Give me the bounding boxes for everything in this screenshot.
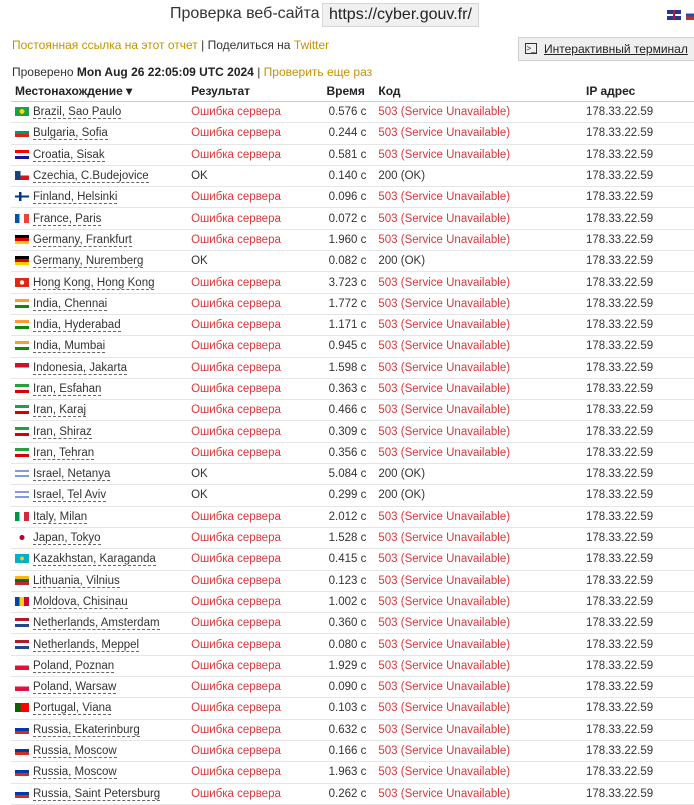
- time-cell: 1.772 с: [322, 293, 374, 314]
- result-cell: Ошибка сервера: [187, 634, 322, 655]
- france-flag-icon: [15, 214, 29, 223]
- table-row: [11, 336, 694, 357]
- result-cell: Ошибка сервера: [187, 378, 322, 399]
- germany-flag-icon: [15, 256, 29, 265]
- code-cell: 503 (Service Unavailable): [374, 102, 582, 123]
- code-cell: 503 (Service Unavailable): [374, 762, 582, 783]
- russia-flag-icon: [15, 746, 29, 755]
- time-cell: 0.090 с: [322, 677, 374, 698]
- time-cell: 0.244 с: [322, 123, 374, 144]
- code-cell: 503 (Service Unavailable): [374, 570, 582, 591]
- column-header-ip: IP адрес: [582, 81, 694, 102]
- result-cell: Ошибка сервера: [187, 187, 322, 208]
- result-cell: Ошибка сервера: [187, 293, 322, 314]
- share-links: [12, 38, 329, 52]
- ip-cell: 178.33.22.59: [582, 357, 694, 378]
- netherlands-flag-icon: [15, 640, 29, 649]
- result-cell: Ошибка сервера: [187, 549, 322, 570]
- ip-cell: 178.33.22.59: [582, 187, 694, 208]
- results-table-body: [11, 102, 694, 805]
- location-cell: [11, 762, 187, 783]
- ip-cell: 178.33.22.59: [582, 506, 694, 527]
- page-title: Проверка веб-сайта: [170, 5, 320, 22]
- israel-flag-icon: [15, 469, 29, 478]
- location-link[interactable]: Israel, Tel Aviv: [33, 489, 107, 502]
- moldova-flag-icon: [15, 597, 29, 606]
- location-link[interactable]: India, Hyderabad: [33, 319, 121, 332]
- result-cell: Ошибка сервера: [187, 314, 322, 335]
- column-header-location[interactable]: Местонахождение ▾: [11, 81, 187, 102]
- poland-flag-icon: [15, 682, 29, 691]
- table-row: [11, 719, 694, 740]
- time-cell: 0.363 с: [322, 378, 374, 399]
- code-cell: 503 (Service Unavailable): [374, 144, 582, 165]
- location-link[interactable]: Croatia, Sisak: [33, 148, 105, 161]
- location-cell: [11, 229, 187, 250]
- result-cell: OK: [187, 251, 322, 272]
- time-cell: 0.360 с: [322, 613, 374, 634]
- table-row: [11, 229, 694, 250]
- netherlands-flag-icon: [15, 618, 29, 627]
- location-cell: [11, 783, 187, 804]
- twitter-link[interactable]: Twitter: [293, 38, 330, 52]
- table-row: [11, 208, 694, 229]
- table-row: [11, 762, 694, 783]
- column-header-time: Время: [322, 81, 374, 102]
- result-cell: Ошибка сервера: [187, 208, 322, 229]
- indonesia-flag-icon: [15, 363, 29, 372]
- location-cell: [11, 698, 187, 719]
- location-link[interactable]: Iran, Esfahan: [33, 383, 102, 395]
- table-row: [11, 591, 694, 612]
- result-cell: Ошибка сервера: [187, 698, 322, 719]
- terminal-icon: >_: [526, 44, 536, 53]
- table-row: [11, 251, 694, 272]
- location-cell: [11, 549, 187, 570]
- brazil-flag-icon: [15, 107, 29, 116]
- table-row: [11, 421, 694, 442]
- israel-flag-icon: [15, 490, 29, 499]
- ip-cell: 178.33.22.59: [582, 527, 694, 548]
- table-row: [11, 570, 694, 591]
- location-cell: [11, 314, 187, 335]
- time-cell: 5.084 с: [322, 464, 374, 485]
- result-cell: Ошибка сервера: [187, 591, 322, 612]
- code-cell: 503 (Service Unavailable): [374, 272, 582, 293]
- table-row: [11, 485, 694, 506]
- result-cell: Ошибка сервера: [187, 570, 322, 591]
- ip-cell: 178.33.22.59: [582, 102, 694, 123]
- code-cell: 503 (Service Unavailable): [374, 378, 582, 399]
- location-cell: [11, 123, 187, 144]
- time-cell: 0.096 с: [322, 187, 374, 208]
- location-cell: [11, 336, 187, 357]
- finland-flag-icon: [15, 192, 29, 201]
- location-cell: [11, 570, 187, 591]
- location-cell: [11, 293, 187, 314]
- ip-cell: 178.33.22.59: [582, 549, 694, 570]
- code-cell: 503 (Service Unavailable): [374, 293, 582, 314]
- time-cell: 1.002 с: [322, 591, 374, 612]
- table-row: [11, 549, 694, 570]
- separator: |: [201, 38, 205, 52]
- result-cell: Ошибка сервера: [187, 527, 322, 548]
- result-cell: Ошибка сервера: [187, 272, 322, 293]
- result-cell: Ошибка сервера: [187, 677, 322, 698]
- location-link[interactable]: Kazakhstan, Karaganda: [33, 553, 156, 566]
- location-cell: [11, 506, 187, 527]
- code-cell: 503 (Service Unavailable): [374, 229, 582, 250]
- table-row: [11, 506, 694, 527]
- time-cell: 1.528 с: [322, 527, 374, 548]
- table-row: [11, 123, 694, 144]
- table-row: [11, 655, 694, 676]
- code-cell: 503 (Service Unavailable): [374, 527, 582, 548]
- ip-cell: 178.33.22.59: [582, 485, 694, 506]
- result-cell: Ошибка сервера: [187, 740, 322, 761]
- ip-cell: 178.33.22.59: [582, 293, 694, 314]
- table-row: [11, 293, 694, 314]
- code-cell: 200 (OK): [374, 251, 582, 272]
- ip-cell: 178.33.22.59: [582, 208, 694, 229]
- separator: |: [257, 65, 261, 79]
- table-row: [11, 378, 694, 399]
- code-cell: 503 (Service Unavailable): [374, 719, 582, 740]
- time-cell: 0.080 с: [322, 634, 374, 655]
- table-row: [11, 698, 694, 719]
- location-cell: [11, 187, 187, 208]
- result-cell: OK: [187, 165, 322, 186]
- ip-cell: 178.33.22.59: [582, 655, 694, 676]
- location-link[interactable]: Netherlands, Amsterdam: [33, 617, 160, 630]
- time-cell: 0.576 с: [322, 102, 374, 123]
- check-status: [12, 65, 372, 79]
- time-cell: 1.171 с: [322, 314, 374, 335]
- lithuania-flag-icon: [15, 576, 29, 585]
- result-cell: Ошибка сервера: [187, 336, 322, 357]
- code-cell: 503 (Service Unavailable): [374, 698, 582, 719]
- location-link[interactable]: Poland, Warsaw: [33, 681, 117, 694]
- code-cell: 503 (Service Unavailable): [374, 400, 582, 421]
- table-row: [11, 740, 694, 761]
- ip-cell: 178.33.22.59: [582, 698, 694, 719]
- location-link[interactable]: Brazil, Sao Paulo: [33, 106, 122, 119]
- time-cell: 1.598 с: [322, 357, 374, 378]
- location-link[interactable]: Bulgaria, Sofia: [33, 127, 108, 140]
- time-cell: 0.103 с: [322, 698, 374, 719]
- result-cell: OK: [187, 464, 322, 485]
- ip-cell: 178.33.22.59: [582, 677, 694, 698]
- time-cell: 0.262 с: [322, 783, 374, 804]
- location-cell: [11, 719, 187, 740]
- ip-cell: 178.33.22.59: [582, 783, 694, 804]
- table-row: [11, 314, 694, 335]
- result-cell: Ошибка сервера: [187, 123, 322, 144]
- time-cell: 0.632 с: [322, 719, 374, 740]
- result-cell: Ошибка сервера: [187, 421, 322, 442]
- code-cell: 503 (Service Unavailable): [374, 421, 582, 442]
- poland-flag-icon: [15, 661, 29, 670]
- table-row: [11, 400, 694, 421]
- ip-cell: 178.33.22.59: [582, 762, 694, 783]
- kazakhstan-flag-icon: [15, 554, 29, 563]
- code-cell: 503 (Service Unavailable): [374, 549, 582, 570]
- india-flag-icon: [15, 341, 29, 350]
- croatia-flag-icon: [15, 150, 29, 159]
- location-cell: [11, 591, 187, 612]
- location-cell: [11, 485, 187, 506]
- time-cell: 0.415 с: [322, 549, 374, 570]
- time-cell: 0.140 с: [322, 165, 374, 186]
- code-cell: 503 (Service Unavailable): [374, 740, 582, 761]
- ip-cell: 178.33.22.59: [582, 442, 694, 463]
- location-link[interactable]: Germany, Nuremberg: [33, 255, 144, 268]
- ip-cell: 178.33.22.59: [582, 421, 694, 442]
- checked-url: https://cyber.gouv.fr/: [322, 3, 479, 27]
- result-cell: Ошибка сервера: [187, 144, 322, 165]
- location-link[interactable]: Iran, Shiraz: [33, 425, 92, 438]
- column-header-result: Результат: [187, 81, 322, 102]
- table-row: [11, 102, 694, 123]
- time-cell: 1.960 с: [322, 229, 374, 250]
- table-row: [11, 357, 694, 378]
- india-flag-icon: [15, 320, 29, 329]
- code-cell: 503 (Service Unavailable): [374, 655, 582, 676]
- result-cell: Ошибка сервера: [187, 229, 322, 250]
- location-link[interactable]: Poland, Poznan: [33, 659, 115, 672]
- result-cell: Ошибка сервера: [187, 357, 322, 378]
- location-cell: [11, 655, 187, 676]
- location-link[interactable]: Iran, Karaj: [33, 404, 87, 417]
- result-cell: Ошибка сервера: [187, 655, 322, 676]
- location-cell: [11, 102, 187, 123]
- location-link[interactable]: Lithuania, Vilnius: [33, 574, 120, 587]
- recheck-link[interactable]: Проверить еще раз: [263, 65, 373, 79]
- location-link[interactable]: Germany, Frankfurt: [33, 233, 132, 246]
- time-cell: 0.356 с: [322, 442, 374, 463]
- location-cell: [11, 634, 187, 655]
- location-cell: [11, 421, 187, 442]
- location-link[interactable]: India, Mumbai: [33, 340, 106, 353]
- ip-cell: 178.33.22.59: [582, 123, 694, 144]
- location-cell: [11, 527, 187, 548]
- result-cell: Ошибка сервера: [187, 102, 322, 123]
- code-cell: 503 (Service Unavailable): [374, 506, 582, 527]
- code-cell: 200 (OK): [374, 464, 582, 485]
- location-cell: [11, 144, 187, 165]
- japan-flag-icon: [15, 533, 29, 542]
- share-label: Поделиться на: [207, 38, 291, 52]
- iran-flag-icon: [15, 427, 29, 436]
- code-cell: 503 (Service Unavailable): [374, 187, 582, 208]
- ip-cell: 178.33.22.59: [582, 378, 694, 399]
- bulgaria-flag-icon: [15, 128, 29, 137]
- time-cell: 0.309 с: [322, 421, 374, 442]
- location-link[interactable]: Russia, Moscow: [33, 745, 117, 758]
- ip-cell: 178.33.22.59: [582, 336, 694, 357]
- location-link[interactable]: Portugal, Viana: [33, 702, 112, 715]
- ip-cell: 178.33.22.59: [582, 740, 694, 761]
- location-cell: [11, 208, 187, 229]
- time-cell: 0.299 с: [322, 485, 374, 506]
- time-cell: 0.072 с: [322, 208, 374, 229]
- table-row: [11, 272, 694, 293]
- ip-cell: 178.33.22.59: [582, 400, 694, 421]
- code-cell: 503 (Service Unavailable): [374, 123, 582, 144]
- code-cell: 503 (Service Unavailable): [374, 357, 582, 378]
- location-cell: [11, 165, 187, 186]
- location-cell: [11, 464, 187, 485]
- ip-cell: 178.33.22.59: [582, 591, 694, 612]
- ip-cell: 178.33.22.59: [582, 251, 694, 272]
- permalink-link[interactable]: Постоянная ссылка на этот отчет: [12, 38, 198, 52]
- code-cell: 503 (Service Unavailable): [374, 613, 582, 634]
- header: [0, 0, 694, 30]
- location-cell: [11, 272, 187, 293]
- code-cell: 503 (Service Unavailable): [374, 677, 582, 698]
- result-cell: Ошибка сервера: [187, 442, 322, 463]
- table-row: [11, 442, 694, 463]
- language-en-flag-icon[interactable]: [667, 10, 681, 20]
- time-cell: 1.929 с: [322, 655, 374, 676]
- location-link[interactable]: Japan, Tokyo: [33, 532, 101, 545]
- location-cell: [11, 378, 187, 399]
- russia-flag-icon: [15, 725, 29, 734]
- interactive-terminal-button[interactable]: [518, 37, 694, 61]
- location-link[interactable]: Israel, Netanya: [33, 468, 111, 481]
- result-cell: Ошибка сервера: [187, 783, 322, 804]
- result-cell: Ошибка сервера: [187, 506, 322, 527]
- results-table: [11, 81, 694, 805]
- code-cell: 200 (OK): [374, 485, 582, 506]
- result-cell: Ошибка сервера: [187, 762, 322, 783]
- location-link[interactable]: Russia, Saint Petersburg: [33, 787, 161, 800]
- location-cell: [11, 357, 187, 378]
- ip-cell: 178.33.22.59: [582, 272, 694, 293]
- location-link[interactable]: Netherlands, Meppel: [33, 638, 140, 651]
- location-link[interactable]: Czechia, C.Budejovice: [33, 170, 149, 183]
- time-cell: 0.166 с: [322, 740, 374, 761]
- result-cell: Ошибка сервера: [187, 613, 322, 634]
- table-row: [11, 677, 694, 698]
- ip-cell: 178.33.22.59: [582, 314, 694, 335]
- column-header-code: Код: [374, 81, 582, 102]
- ip-cell: 178.33.22.59: [582, 570, 694, 591]
- table-row: [11, 144, 694, 165]
- table-header-row: [11, 81, 694, 102]
- time-cell: 2.012 с: [322, 506, 374, 527]
- ip-cell: 178.33.22.59: [582, 165, 694, 186]
- code-cell: 503 (Service Unavailable): [374, 442, 582, 463]
- location-cell: [11, 400, 187, 421]
- location-link[interactable]: Moldova, Chisinau: [33, 595, 128, 608]
- code-cell: 503 (Service Unavailable): [374, 336, 582, 357]
- table-row: [11, 165, 694, 186]
- checked-label: Проверено: [12, 65, 74, 79]
- ip-cell: 178.33.22.59: [582, 229, 694, 250]
- ip-cell: 178.33.22.59: [582, 634, 694, 655]
- ip-cell: 178.33.22.59: [582, 144, 694, 165]
- time-cell: 0.581 с: [322, 144, 374, 165]
- time-cell: 0.945 с: [322, 336, 374, 357]
- terminal-button-label: Интерактивный терминал: [544, 42, 688, 56]
- location-link[interactable]: Iran, Tehran: [33, 446, 95, 459]
- code-cell: 503 (Service Unavailable): [374, 783, 582, 804]
- czechia-flag-icon: [15, 171, 29, 180]
- location-link[interactable]: Indonesia, Jakarta: [33, 361, 127, 374]
- table-row: [11, 634, 694, 655]
- location-link[interactable]: Russia, Ekaterinburg: [33, 723, 140, 736]
- result-cell: Ошибка сервера: [187, 719, 322, 740]
- location-link[interactable]: India, Chennai: [33, 297, 108, 310]
- code-cell: 503 (Service Unavailable): [374, 208, 582, 229]
- time-cell: 0.466 с: [322, 400, 374, 421]
- time-cell: 0.082 с: [322, 251, 374, 272]
- table-row: [11, 527, 694, 548]
- russia-flag-icon: [15, 789, 29, 798]
- time-cell: 0.123 с: [322, 570, 374, 591]
- india-flag-icon: [15, 299, 29, 308]
- location-link[interactable]: Russia, Moscow: [33, 766, 117, 779]
- location-link[interactable]: Italy, Milan: [33, 510, 88, 523]
- table-row: [11, 613, 694, 634]
- table-row: [11, 783, 694, 804]
- iran-flag-icon: [15, 405, 29, 414]
- location-link[interactable]: France, Paris: [33, 212, 102, 225]
- iran-flag-icon: [15, 448, 29, 457]
- germany-flag-icon: [15, 235, 29, 244]
- location-link[interactable]: Finland, Helsinki: [33, 191, 118, 204]
- location-cell: [11, 740, 187, 761]
- location-cell: [11, 442, 187, 463]
- table-row: [11, 187, 694, 208]
- italy-flag-icon: [15, 512, 29, 521]
- location-cell: [11, 613, 187, 634]
- language-ru-flag-icon[interactable]: [686, 10, 694, 20]
- ip-cell: 178.33.22.59: [582, 464, 694, 485]
- time-cell: 3.723 с: [322, 272, 374, 293]
- code-cell: 503 (Service Unavailable): [374, 634, 582, 655]
- ip-cell: 178.33.22.59: [582, 613, 694, 634]
- location-cell: [11, 251, 187, 272]
- iran-flag-icon: [15, 384, 29, 393]
- code-cell: 200 (OK): [374, 165, 582, 186]
- time-cell: 1.963 с: [322, 762, 374, 783]
- hongkong-flag-icon: [15, 278, 29, 287]
- result-cell: Ошибка сервера: [187, 400, 322, 421]
- code-cell: 503 (Service Unavailable): [374, 314, 582, 335]
- location-cell: [11, 677, 187, 698]
- checked-timestamp: Mon Aug 26 22:05:09 UTC 2024: [76, 65, 254, 79]
- russia-flag-icon: [15, 767, 29, 776]
- ip-cell: 178.33.22.59: [582, 719, 694, 740]
- result-cell: OK: [187, 485, 322, 506]
- portugal-flag-icon: [15, 703, 29, 712]
- table-row: [11, 464, 694, 485]
- location-link[interactable]: Hong Kong, Hong Kong: [33, 276, 155, 289]
- code-cell: 503 (Service Unavailable): [374, 591, 582, 612]
